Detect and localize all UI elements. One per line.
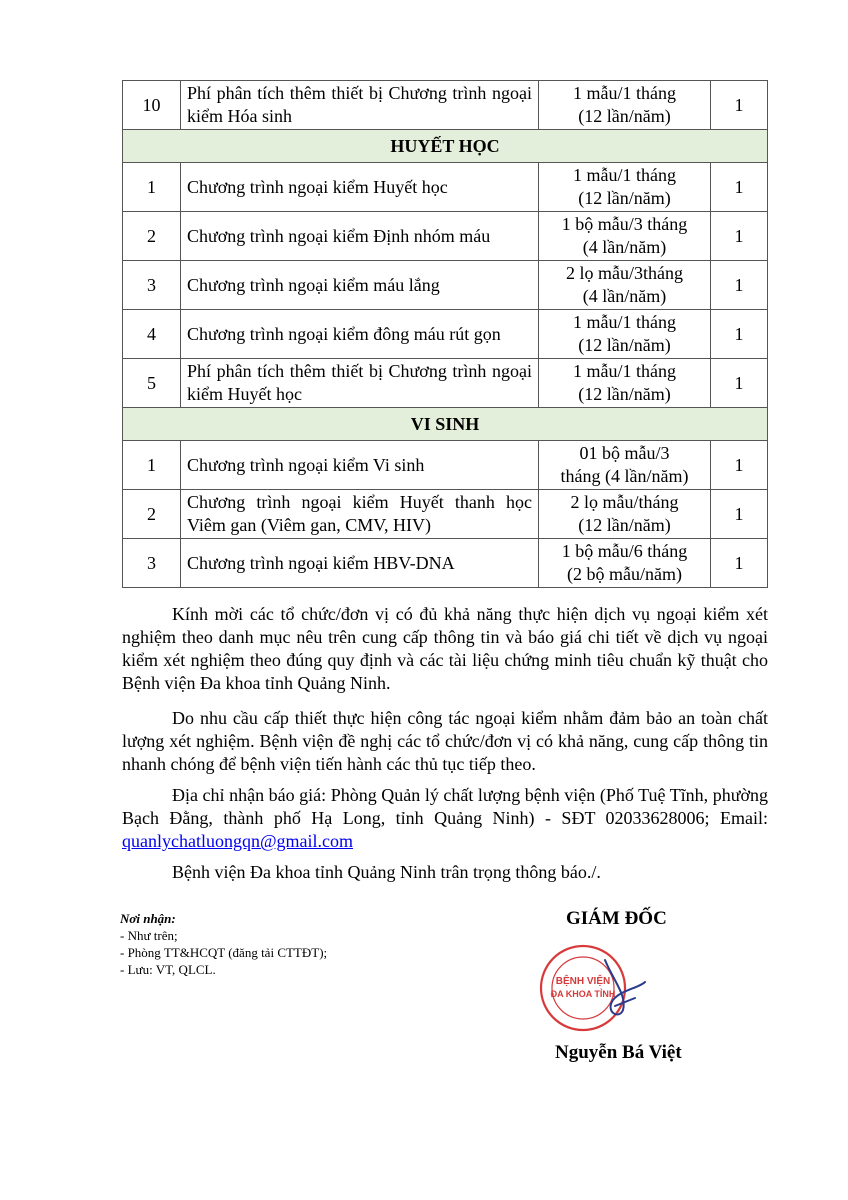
recipients-title: Nơi nhận: — [120, 911, 176, 926]
sample-frequency — [539, 163, 711, 212]
row-number: 1 — [123, 441, 181, 490]
frequency-line: 1 mẫu/1 tháng — [573, 312, 676, 332]
recipient-item: - Như trên; — [120, 928, 178, 943]
address-text: Địa chỉ nhận báo giá: Phòng Quản lý chất lượng bệnh viện (Phố Tuệ Tĩnh, phường Bạch Đằng, thành phố Hạ Long, tỉnh Quảng Ninh) - SĐT 02033628006; Email: — [122, 785, 768, 828]
quantity: 1 — [711, 539, 768, 588]
quantity: 1 — [711, 81, 768, 130]
section-header-row — [123, 130, 768, 163]
paragraph-address — [122, 784, 768, 853]
frequency-line: (4 lần/năm) — [582, 286, 667, 306]
frequency-line: 1 mẫu/1 tháng — [573, 165, 676, 185]
recipient-item: - Phòng TT&HCQT (đăng tải CTTĐT); — [120, 945, 328, 960]
row-number: 1 — [123, 163, 181, 212]
frequency-line: 1 mẫu/1 tháng — [573, 361, 676, 381]
frequency-line: 1 bộ mẫu/3 tháng — [561, 214, 688, 234]
frequency-line: 2 lọ mẫu/3tháng — [566, 263, 683, 283]
sample-frequency — [539, 310, 711, 359]
frequency-line: 2 lọ mẫu/tháng — [570, 492, 679, 512]
section-title: HUYẾT HỌC — [123, 130, 768, 163]
table-row — [123, 490, 768, 539]
frequency-line: 1 bộ mẫu/6 tháng — [561, 541, 688, 561]
table-row — [123, 261, 768, 310]
program-name: Chương trình ngoại kiểm đông máu rút gọn — [181, 310, 539, 359]
row-number: 3 — [123, 539, 181, 588]
program-name: Phí phân tích thêm thiết bị Chương trình ngoại kiểm Huyết học — [181, 359, 539, 408]
frequency-line: (12 lần/năm) — [578, 515, 671, 535]
stamp-text-line1: BỆNH VIỆN — [555, 976, 611, 987]
sample-frequency — [539, 539, 711, 588]
section-header-row — [123, 408, 768, 441]
table-row — [123, 163, 768, 212]
frequency-line: (4 lần/năm) — [582, 237, 667, 257]
quantity: 1 — [711, 261, 768, 310]
quantity: 1 — [711, 490, 768, 539]
stamp-text-line2: ĐA KHOA TỈNH — [550, 989, 616, 999]
signer-title: GIÁM ĐỐC — [566, 908, 667, 929]
recipient-item: - Lưu: VT, QLCL. — [120, 962, 216, 977]
email-link[interactable]: quanlychatluongqn@gmail.com — [122, 831, 354, 851]
recipients-block — [120, 910, 327, 978]
quantity: 1 — [711, 359, 768, 408]
quantity: 1 — [711, 441, 768, 490]
table-body — [123, 81, 768, 588]
frequency-line: 1 mẫu/1 tháng — [573, 83, 676, 103]
table-row — [123, 310, 768, 359]
row-number: 2 — [123, 212, 181, 261]
table-row — [123, 441, 768, 490]
sample-frequency — [539, 490, 711, 539]
program-name: Chương trình ngoại kiểm Huyết học — [181, 163, 539, 212]
program-name: Phí phân tích thêm thiết bị Chương trình ngoại kiểm Hóa sinh — [181, 81, 539, 130]
quantity: 1 — [711, 212, 768, 261]
signer-name: Nguyễn Bá Việt — [555, 1042, 682, 1063]
frequency-line: 01 bộ mẫu/3 — [579, 443, 670, 463]
quantity: 1 — [711, 163, 768, 212]
paragraph-closing: Bệnh viện Đa khoa tỉnh Quảng Ninh trân trọng thông báo./. — [172, 862, 601, 882]
row-number: 3 — [123, 261, 181, 310]
table-row — [123, 212, 768, 261]
program-name: Chương trình ngoại kiểm Huyết thanh học Viêm gan (Viêm gan, CMV, HIV) — [181, 490, 539, 539]
frequency-line: tháng (4 lần/năm) — [560, 466, 689, 486]
frequency-line: (12 lần/năm) — [578, 188, 671, 208]
section-title: VI SINH — [123, 408, 768, 441]
row-number: 2 — [123, 490, 181, 539]
sample-frequency — [539, 81, 711, 130]
test-list-table — [122, 80, 768, 588]
program-name: Chương trình ngoại kiểm Định nhóm máu — [181, 212, 539, 261]
row-number: 5 — [123, 359, 181, 408]
frequency-line: (2 bộ mẫu/năm) — [567, 564, 682, 584]
frequency-line: (12 lần/năm) — [578, 335, 671, 355]
row-number: 10 — [123, 81, 181, 130]
program-name: Chương trình ngoại kiểm máu lắng — [181, 261, 539, 310]
paragraph-invitation: Kính mời các tổ chức/đơn vị có đủ khả năng thực hiện dịch vụ ngoại kiểm xét nghiệm theo danh mục nêu trên cung cấp thông tin và báo giá chi tiết về dịch vụ ngoại kiểm xét nghiệm theo đúng quy định và các tài liệu chứng minh tiêu chuẩn kỹ thuật cho Bệnh viện Đa khoa tỉnh Quảng Ninh. — [122, 604, 768, 693]
sample-frequency — [539, 212, 711, 261]
table-row — [123, 359, 768, 408]
program-name: Chương trình ngoại kiểm Vi sinh — [181, 441, 539, 490]
frequency-line: (12 lần/năm) — [578, 106, 671, 126]
sample-frequency — [539, 359, 711, 408]
paragraph-request: Do nhu cầu cấp thiết thực hiện công tác ngoại kiểm nhằm đảm bảo an toàn chất lượng xét nghiệm. Bệnh viện đề nghị các tổ chức/đơn vị có khả năng, cung cấp thông tin nhanh chóng để bệnh viện tiến hành các thủ tục tiếp theo. — [122, 708, 768, 774]
frequency-line: (12 lần/năm) — [578, 384, 671, 404]
program-name: Chương trình ngoại kiểm HBV-DNA — [181, 539, 539, 588]
table-row — [123, 539, 768, 588]
row-number: 4 — [123, 310, 181, 359]
sample-frequency — [539, 261, 711, 310]
table-row — [123, 81, 768, 130]
quantity: 1 — [711, 310, 768, 359]
official-stamp-and-signature — [535, 940, 655, 1035]
sample-frequency — [539, 441, 711, 490]
